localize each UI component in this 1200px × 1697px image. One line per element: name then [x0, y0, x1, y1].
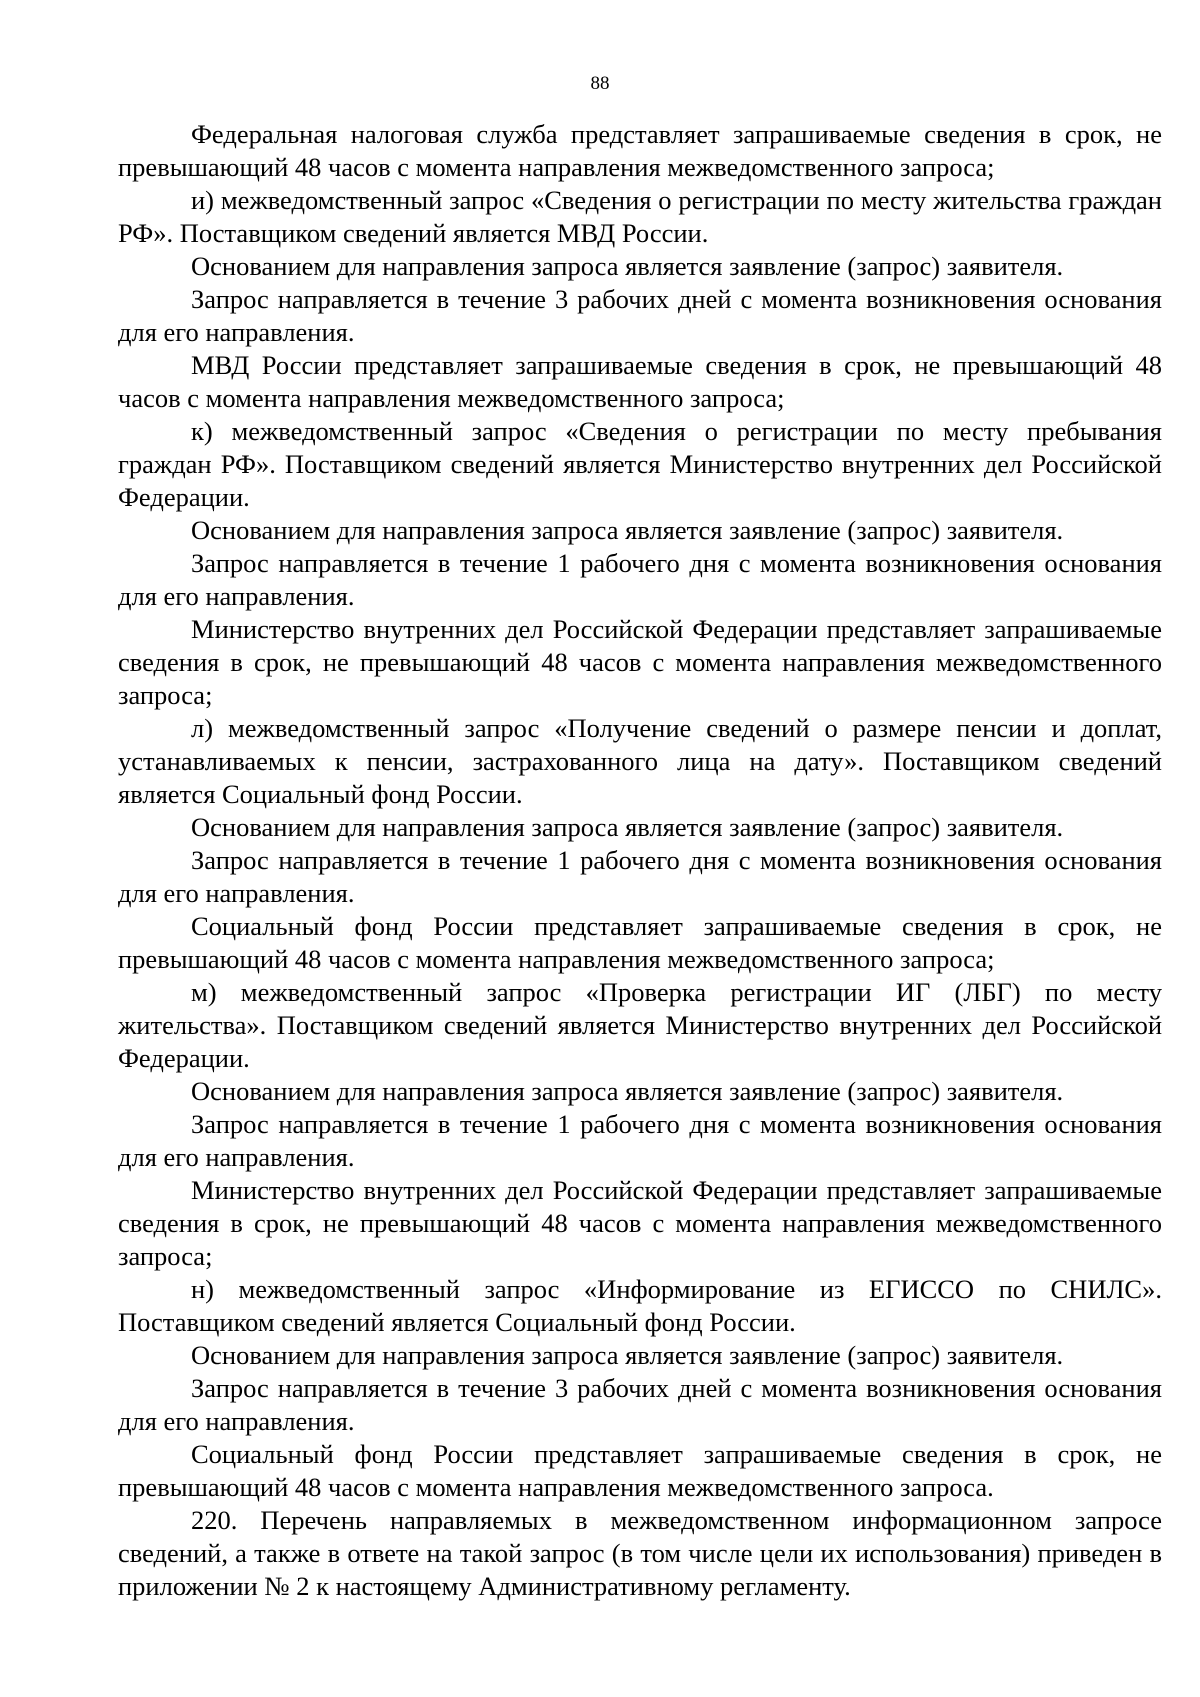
paragraph-grounds: Основанием для направления запроса является заявление (запрос) заявителя.: [191, 515, 1064, 545]
paragraph-request-timing: Запрос направляется в течение 1 рабочего дня с момента возникновения основания для его направления.: [118, 548, 1162, 611]
paragraph-item-l: л) межведомственный запрос «Получение сведений о размере пенсии и доплат, устанавливаемых к пенсии, застрахованного лица на дату». Поставщиком сведений является Социальный фонд России.: [118, 713, 1162, 809]
paragraph-item-n: н) межведомственный запрос «Информирование из ЕГИССО по СНИЛС». Поставщиком сведений является Социальный фонд России.: [118, 1274, 1162, 1337]
paragraph-item-k: к) межведомственный запрос «Сведения о регистрации по месту пребывания граждан РФ». Поставщиком сведений является Министерство внутренних дел Российской Федерации.: [118, 416, 1162, 512]
paragraph-grounds: Основанием для направления запроса является заявление (запрос) заявителя.: [191, 1340, 1064, 1370]
paragraph-fns-deadline: Федеральная налоговая служба представляет запрашиваемые сведения в срок, не превышающий 48 часов с момента направления межведомственного запроса;: [118, 119, 1162, 182]
paragraph-request-timing: Запрос направляется в течение 3 рабочих дней с момента возникновения основания для его направления.: [118, 284, 1162, 347]
paragraph-grounds: Основанием для направления запроса является заявление (запрос) заявителя.: [191, 1076, 1064, 1106]
paragraph-provider-deadline: Социальный фонд России представляет запрашиваемые сведения в срок, не превышающий 48 часов с момента направления межведомственного запроса.: [118, 1439, 1162, 1502]
paragraph-clause-220: 220. Перечень направляемых в межведомственном информационном запросе сведений, а также в ответе на такой запрос (в том числе цели их использования) приведен в приложении № 2 к настоящему Административному регламенту.: [118, 1505, 1162, 1601]
paragraph-request-timing: Запрос направляется в течение 1 рабочего дня с момента возникновения основания для его направления.: [118, 1109, 1162, 1172]
paragraph-item-m: м) межведомственный запрос «Проверка регистрации ИГ (ЛБГ) по месту жительства». Поставщиком сведений является Министерство внутренних дел Российской Федерации.: [118, 977, 1162, 1073]
page-number: 88: [590, 73, 610, 94]
document-body: [118, 118, 1162, 1603]
paragraph-provider-deadline: Социальный фонд России представляет запрашиваемые сведения в срок, не превышающий 48 часов с момента направления межведомственного запроса;: [118, 911, 1162, 974]
paragraph-provider-deadline: Министерство внутренних дел Российской Федерации представляет запрашиваемые сведения в срок, не превышающий 48 часов с момента направления межведомственного запроса;: [118, 1175, 1162, 1271]
paragraph-grounds: Основанием для направления запроса является заявление (запрос) заявителя.: [191, 251, 1064, 281]
paragraph-request-timing: Запрос направляется в течение 1 рабочего дня с момента возникновения основания для его направления.: [118, 845, 1162, 908]
paragraph-item-i: и) межведомственный запрос «Сведения о регистрации по месту жительства граждан РФ». Поставщиком сведений является МВД России.: [118, 185, 1162, 248]
paragraph-provider-deadline: МВД России представляет запрашиваемые сведения в срок, не превышающий 48 часов с момента направления межведомственного запроса;: [118, 350, 1162, 413]
paragraph-request-timing: Запрос направляется в течение 3 рабочих дней с момента возникновения основания для его направления.: [118, 1373, 1162, 1436]
paragraph-provider-deadline: Министерство внутренних дел Российской Федерации представляет запрашиваемые сведения в срок, не превышающий 48 часов с момента направления межведомственного запроса;: [118, 614, 1162, 710]
paragraph-grounds: Основанием для направления запроса является заявление (запрос) заявителя.: [191, 812, 1064, 842]
